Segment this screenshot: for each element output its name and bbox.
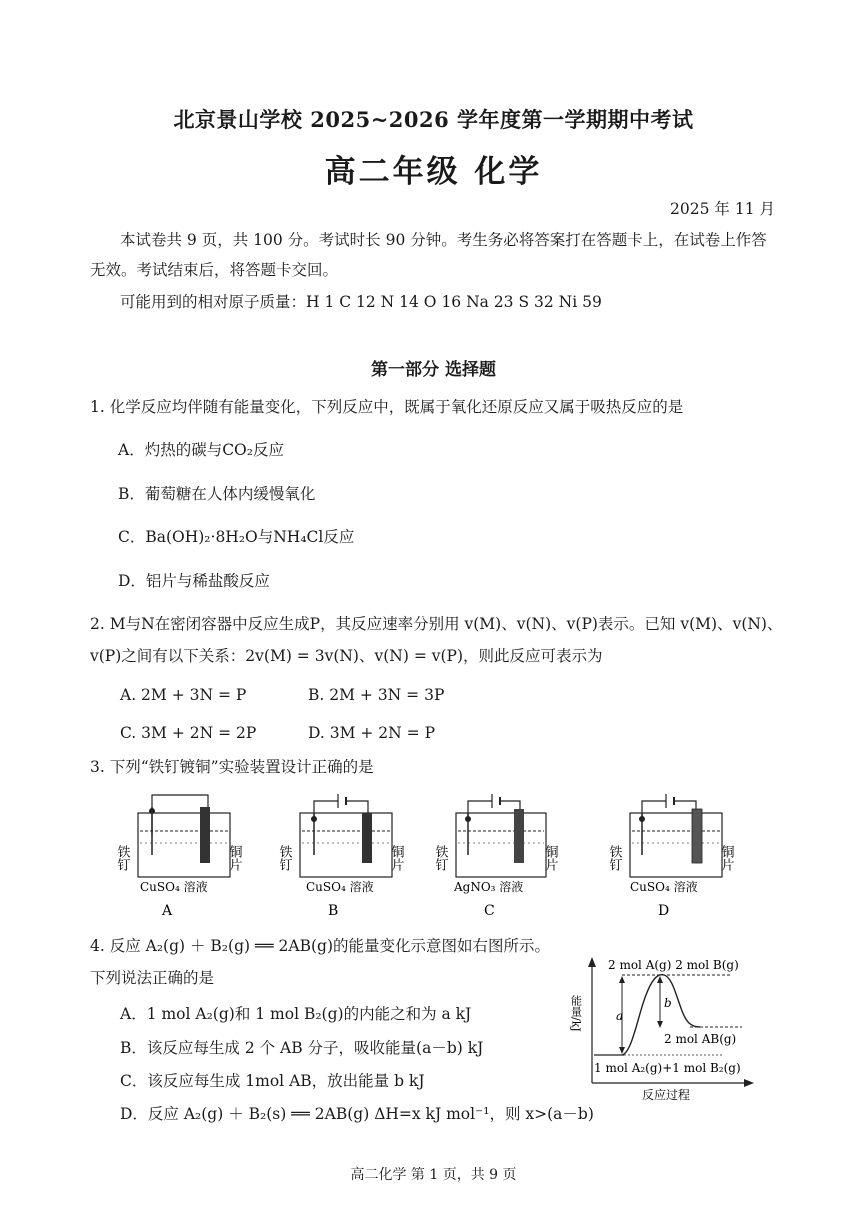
apparatus-b-left-label: 铁钉	[276, 845, 292, 871]
q1-option-c: C．Ba(OH)₂·8H₂O与NH₄Cl反应	[118, 528, 355, 546]
q4-sub-stem: 下列说法正确的是	[90, 969, 215, 987]
q2-option-a: A. 2M + 3N = P	[120, 686, 247, 704]
q4-option-c: C．该反应每生成 1mol AB，放出能量 b kJ	[120, 1072, 425, 1090]
reaction-process-label: 反应过程	[642, 1088, 691, 1102]
atomic-masses: 可能用到的相对原子质量：H 1 C 12 N 14 O 16 Na 23 S 32 Ni 59	[120, 293, 602, 311]
apparatus-c-left-label: 铁钉	[432, 845, 448, 871]
apparatus-b-solution: CuSO₄ 溶液	[306, 880, 374, 894]
apparatus-b-letter: B	[328, 903, 339, 919]
apparatus-d-letter: D	[658, 903, 670, 919]
q4-option-a: A．1 mol A₂(g)和 1 mol B₂(g)的内能之和为 a kJ	[120, 1005, 472, 1023]
apparatus-b-right-label: 铜片	[388, 845, 404, 871]
apparatus-a	[115, 795, 243, 919]
q1-stem: 1. 化学反应均伴随有能量变化，下列反应中，既属于氧化还原反应又属于吸热反应的是	[90, 398, 684, 416]
q2-option-b: B. 2M + 3N = 3P	[308, 686, 445, 704]
q1-option-a: A．灼热的碳与CO₂反应	[118, 441, 284, 459]
apparatus-d	[607, 794, 735, 919]
q2-option-d: D. 3M + 2N = P	[308, 724, 435, 742]
q2-stem-line-2: v(P)之间有以下关系：2v(M) = 3v(N)、v(N) = v(P)，则此反应可表示为	[90, 647, 603, 665]
apparatus-d-right-label: 铜片	[718, 845, 734, 871]
subject-title: 高二年级 化学	[324, 154, 543, 190]
top-energy-label: 2 mol A(g) 2 mol B(g)	[608, 958, 739, 972]
apparatus-a-left-label: 铁钉	[114, 845, 130, 871]
apparatus-a-letter: A	[162, 903, 173, 919]
reactant-energy-label: 1 mol A₂(g)+1 mol B₂(g)	[594, 1061, 741, 1075]
a-marker: a	[616, 1009, 624, 1023]
q1-option-b: B．葡萄糖在人体内缓慢氧化	[118, 485, 316, 503]
page-footer: 高二化学 第 1 页，共 9 页	[350, 1167, 517, 1183]
q4-option-b: B．该反应每生成 2 个 AB 分子，吸收能量(a－b) kJ	[120, 1039, 484, 1057]
apparatus-b	[277, 794, 405, 919]
exam-date: 2025 年 11 月	[670, 200, 775, 218]
q4-energy-diagram	[569, 955, 772, 1105]
q2-stem-line-1: 2. M与N在密闭容器中反应生成P，其反应速率分别用 v(M)、v(N)、v(P)表示。已知 v(M)、v(N)、	[90, 615, 783, 633]
apparatus-c-solution: AgNO₃ 溶液	[454, 880, 524, 894]
apparatus-c	[433, 794, 559, 919]
q2-option-c: C. 3M + 2N = 2P	[120, 724, 257, 742]
energy-axis-label: 能量/kJ	[569, 995, 583, 1032]
q1-option-d: D．铝片与稀盐酸反应	[118, 572, 270, 590]
q3-apparatus-figure	[100, 785, 760, 925]
apparatus-d-solution: CuSO₄ 溶液	[630, 880, 698, 894]
apparatus-a-right-label: 铜片	[226, 845, 242, 871]
product-energy-label: 2 mol AB(g)	[664, 1032, 737, 1046]
b-marker: b	[664, 996, 672, 1010]
q4-stem: 4. 反应 A₂(g) ＋ B₂(g) ══ 2AB(g)的能量变化示意图如右图所示。	[90, 937, 551, 955]
apparatus-a-solution: CuSO₄ 溶液	[140, 880, 208, 894]
q4-option-d: D．反应 A₂(g) ＋ B₂(s) ══ 2AB(g) ΔH=x kJ mol⁻¹，则 x>(a－b)	[120, 1105, 594, 1123]
apparatus-c-letter: C	[484, 903, 495, 919]
school-exam-title: 北京景山学校 2025~2026 学年度第一学期期中考试	[173, 107, 694, 132]
instructions-line-1: 本试卷共 9 页，共 100 分。考试时长 90 分钟。考生务必将答案打在答题卡上，在试卷上作答	[120, 231, 767, 249]
q3-stem: 3. 下列“铁钉镀铜”实验装置设计正确的是	[90, 758, 374, 776]
apparatus-c-right-label: 铜片	[542, 845, 558, 871]
instructions-line-2: 无效。考试结束后，将答题卡交回。	[90, 261, 339, 279]
section-title: 第一部分 选择题	[371, 360, 496, 380]
apparatus-d-left-label: 铁钉	[606, 845, 622, 871]
